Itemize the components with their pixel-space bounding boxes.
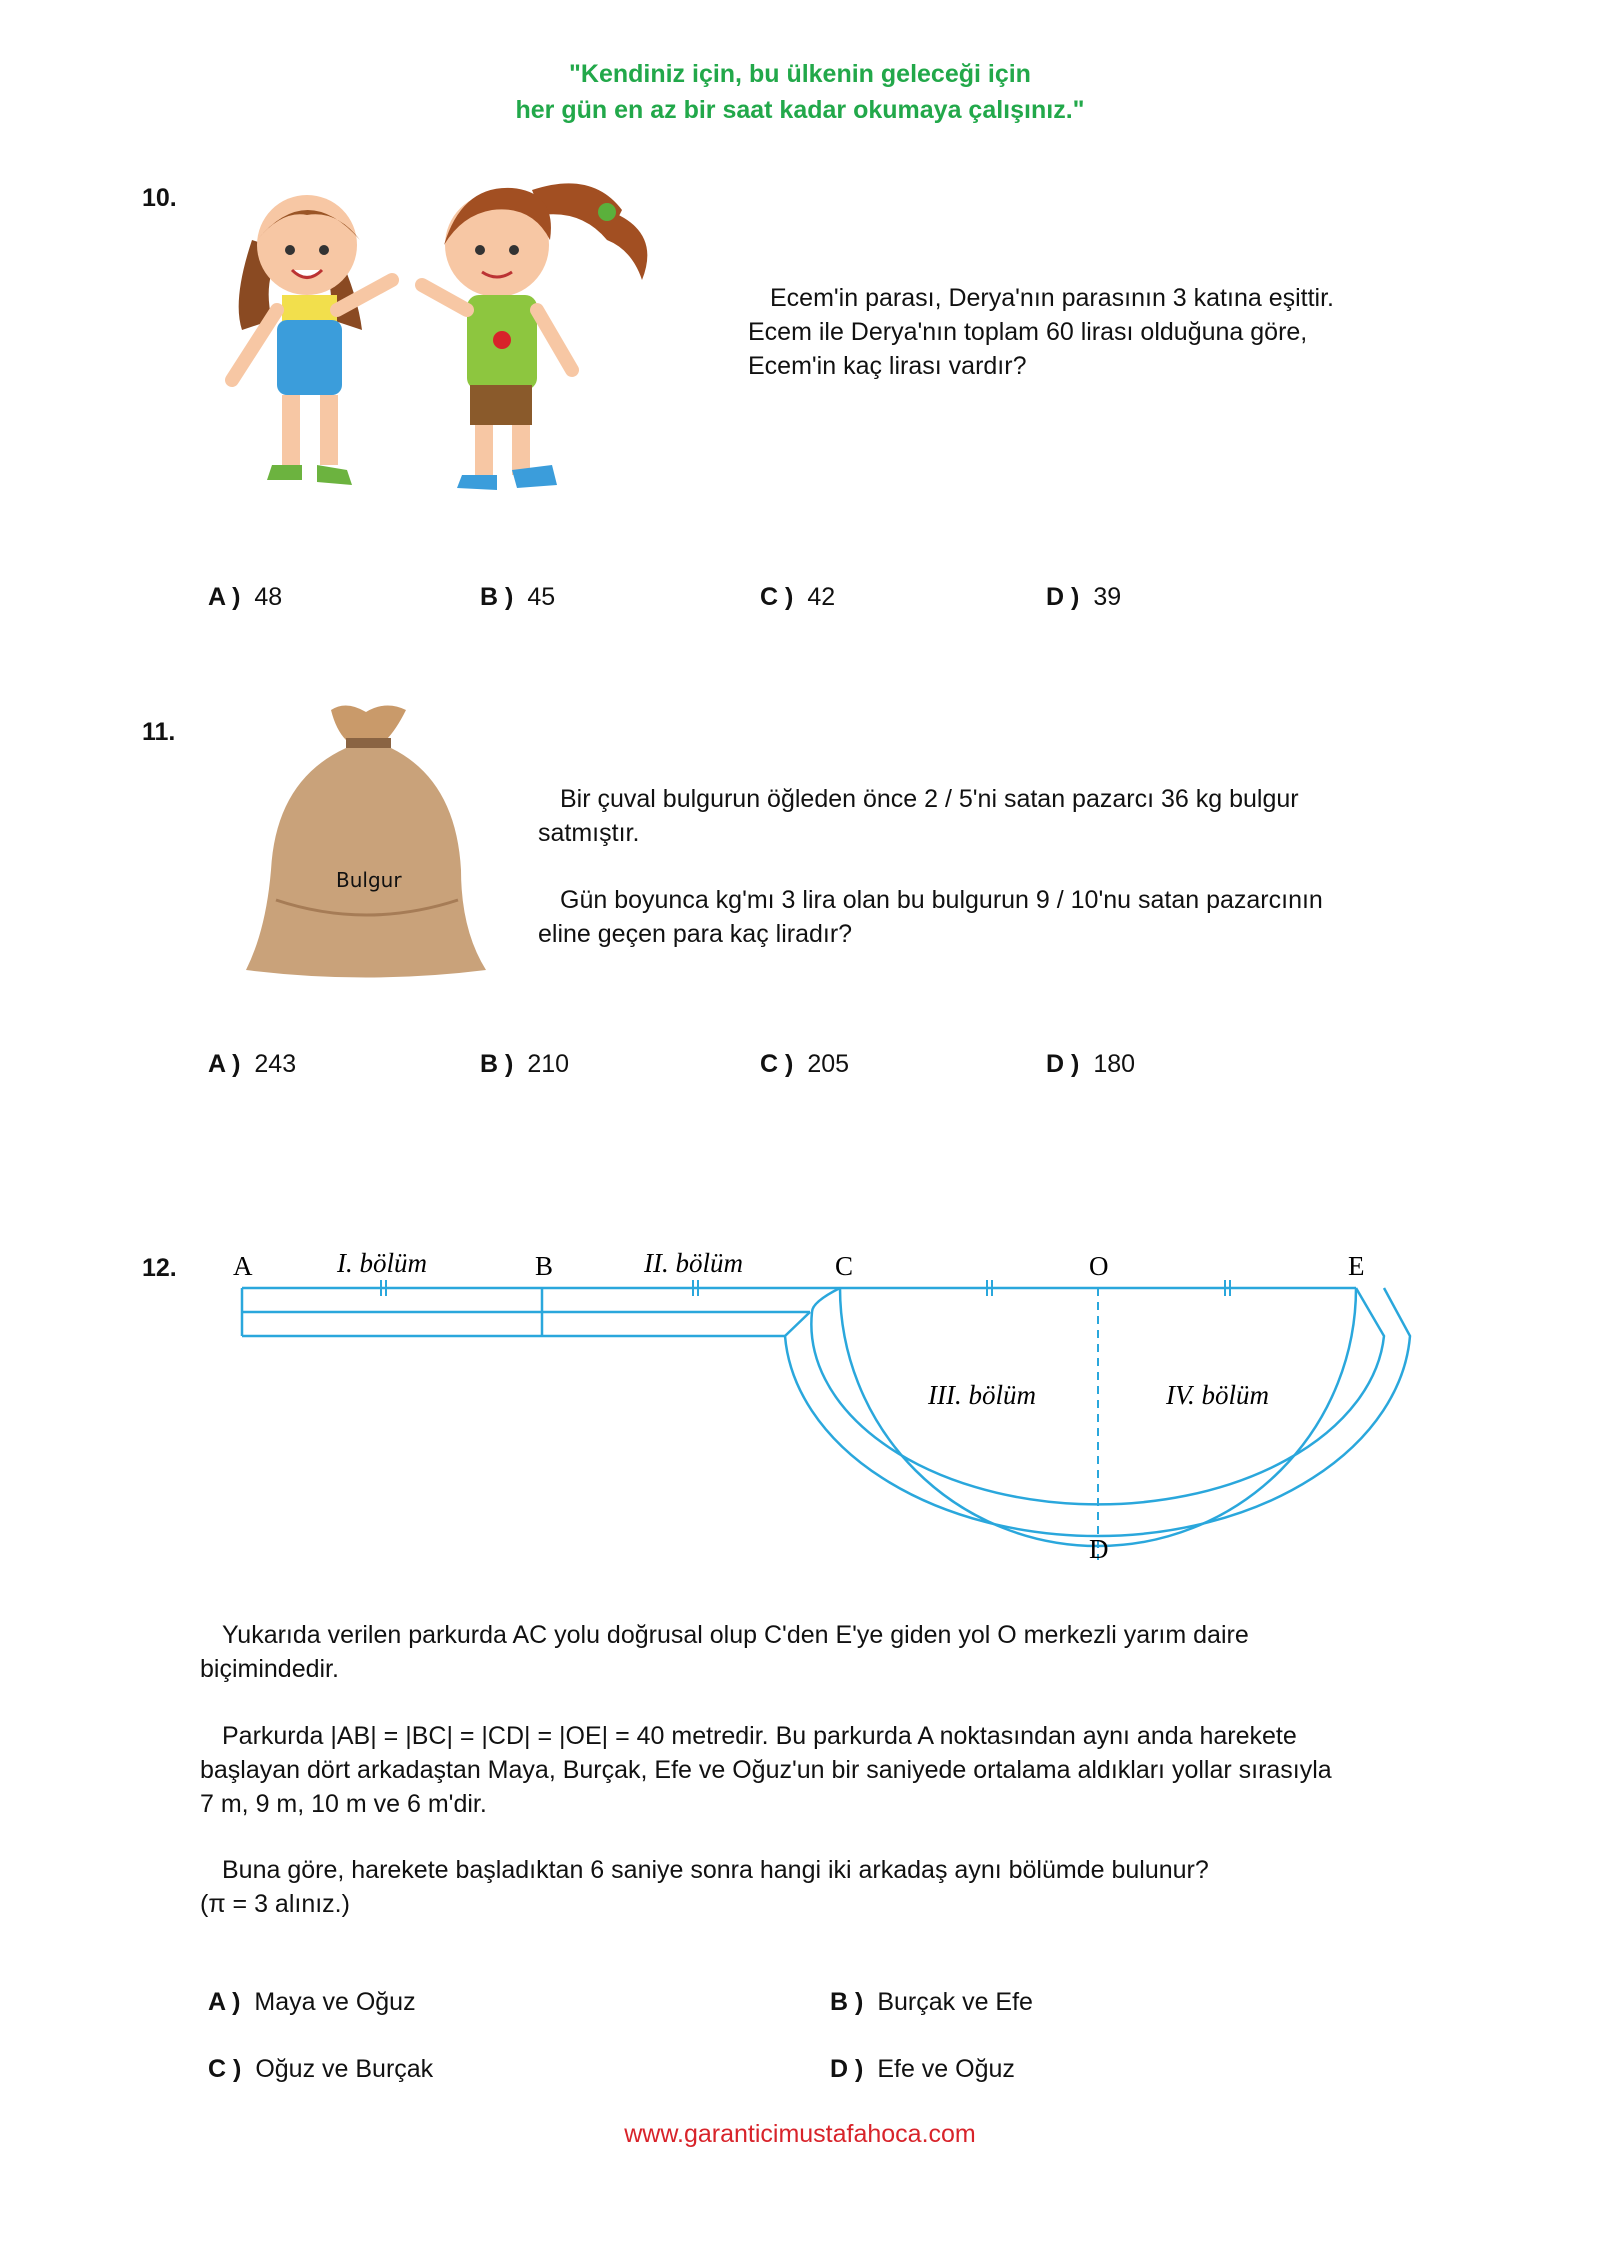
section-label-1: I. bölüm	[337, 1248, 427, 1278]
option-value: 48	[254, 583, 283, 611]
question-11-option-b[interactable]	[480, 1050, 569, 1079]
option-letter: B )	[480, 1050, 514, 1078]
option-value: Oğuz ve Burçak	[255, 2055, 434, 2083]
option-letter: B )	[830, 1988, 864, 2016]
question-12-text-line-1: Yukarıda verilen parkurda AC yolu doğrusal olup C'den E'ye giden yol O merkezli yarım daire	[222, 1621, 1249, 1649]
option-letter: C )	[208, 2055, 242, 2083]
option-value: 243	[254, 1050, 297, 1078]
option-letter: C )	[760, 583, 794, 611]
question-10-option-b[interactable]	[480, 583, 555, 612]
question-11-text-line-2: satmıştır.	[538, 819, 640, 847]
track-diagram	[0, 1230, 1600, 1590]
section-label-4: IV. bölüm	[1166, 1380, 1270, 1410]
option-letter: A )	[208, 1988, 241, 2016]
question-12-option-c[interactable]	[208, 2055, 433, 2084]
footer-website-link[interactable]: www.garanticimustafahoca.com	[624, 2120, 976, 2148]
option-letter: A )	[208, 1050, 241, 1078]
question-12-text-line-4: başlayan dört arkadaştan Maya, Burçak, Efe ve Oğuz'un bir saniyede ortalama aldıkları yollar sırasıyla	[200, 1756, 1332, 1784]
question-11-number: 11.	[142, 718, 176, 746]
option-value: 42	[807, 583, 836, 611]
option-value: 45	[527, 583, 556, 611]
question-11-option-d[interactable]	[1046, 1050, 1135, 1079]
option-letter: C )	[760, 1050, 794, 1078]
question-12-option-b[interactable]	[830, 1988, 1033, 2017]
question-12-text-line-2: biçimindedir.	[200, 1655, 339, 1683]
question-10-text-line-1: Ecem'in parası, Derya'nın parasının 3 katına eşittir.	[770, 284, 1334, 312]
question-10-option-c[interactable]	[760, 583, 835, 612]
bag-label: Bulgur	[336, 868, 402, 892]
question-11-text-line-3: Gün boyunca kg'mı 3 lira olan bu bulgurun 9 / 10'nu satan pazarcının	[560, 886, 1323, 914]
point-label-a: A	[233, 1251, 253, 1281]
question-10-number: 10.	[142, 184, 177, 212]
option-letter: A )	[208, 583, 241, 611]
option-letter: D )	[1046, 583, 1080, 611]
question-10-text-line-2: Ecem ile Derya'nın toplam 60 lirası olduğuna göre,	[748, 318, 1308, 346]
point-label-d: D	[1089, 1534, 1109, 1564]
option-value: Efe ve Oğuz	[877, 2055, 1015, 2083]
point-label-e: E	[1348, 1251, 1365, 1281]
question-12-text-line-6: Buna göre, harekete başladıktan 6 saniye sonra hangi iki arkadaş aynı bölümde bulunur?	[222, 1856, 1209, 1884]
motto-line-2: her gün en az bir saat kadar okumaya çalışınız."	[515, 96, 1085, 124]
option-letter: D )	[830, 2055, 864, 2083]
question-11-text-line-1: Bir çuval bulgurun öğleden önce 2 / 5'ni satan pazarcı 36 kg bulgur	[560, 785, 1299, 813]
girl-derya-figure	[422, 183, 647, 490]
two-girls-illustration	[212, 170, 682, 510]
question-12-text-line-5: 7 m, 9 m, 10 m ve 6 m'dir.	[200, 1790, 487, 1818]
question-11-option-c[interactable]	[760, 1050, 849, 1079]
option-letter: D )	[1046, 1050, 1080, 1078]
question-12-option-d[interactable]	[830, 2055, 1015, 2084]
option-value: 180	[1093, 1050, 1136, 1078]
option-value: 39	[1093, 583, 1122, 611]
option-value: 210	[527, 1050, 570, 1078]
question-12-text-line-7: (π = 3 alınız.)	[200, 1890, 350, 1918]
option-value: Burçak ve Efe	[877, 1988, 1033, 2016]
question-11-option-a[interactable]	[208, 1050, 296, 1079]
option-value: 205	[807, 1050, 850, 1078]
question-10-option-d[interactable]	[1046, 583, 1121, 612]
section-label-2: II. bölüm	[644, 1248, 743, 1278]
question-10-text-line-3: Ecem'in kaç lirası vardır?	[748, 352, 1027, 380]
girl-ecem-figure	[232, 195, 392, 485]
track-lines	[242, 1288, 1410, 1546]
question-11-text-line-4: eline geçen para kaç liradır?	[538, 920, 853, 948]
question-10-option-a[interactable]	[208, 583, 282, 612]
question-12-text-line-3: Parkurda |AB| = |BC| = |CD| = |OE| = 40 metredir. Bu parkurda A noktasından aynı anda harekete	[222, 1722, 1297, 1750]
sack-icon	[236, 700, 496, 985]
motto-line-1: "Kendiniz için, bu ülkenin geleceği için	[569, 60, 1031, 88]
point-label-o: O	[1089, 1251, 1109, 1281]
question-12-number: 12.	[142, 1254, 177, 1282]
point-label-c: C	[835, 1251, 854, 1281]
question-12-option-a[interactable]	[208, 1988, 416, 2017]
bulgur-sack-illustration	[236, 700, 496, 985]
option-value: Maya ve Oğuz	[254, 1988, 416, 2016]
option-letter: B )	[480, 583, 514, 611]
section-label-3: III. bölüm	[928, 1380, 1036, 1410]
point-label-b: B	[535, 1251, 554, 1281]
